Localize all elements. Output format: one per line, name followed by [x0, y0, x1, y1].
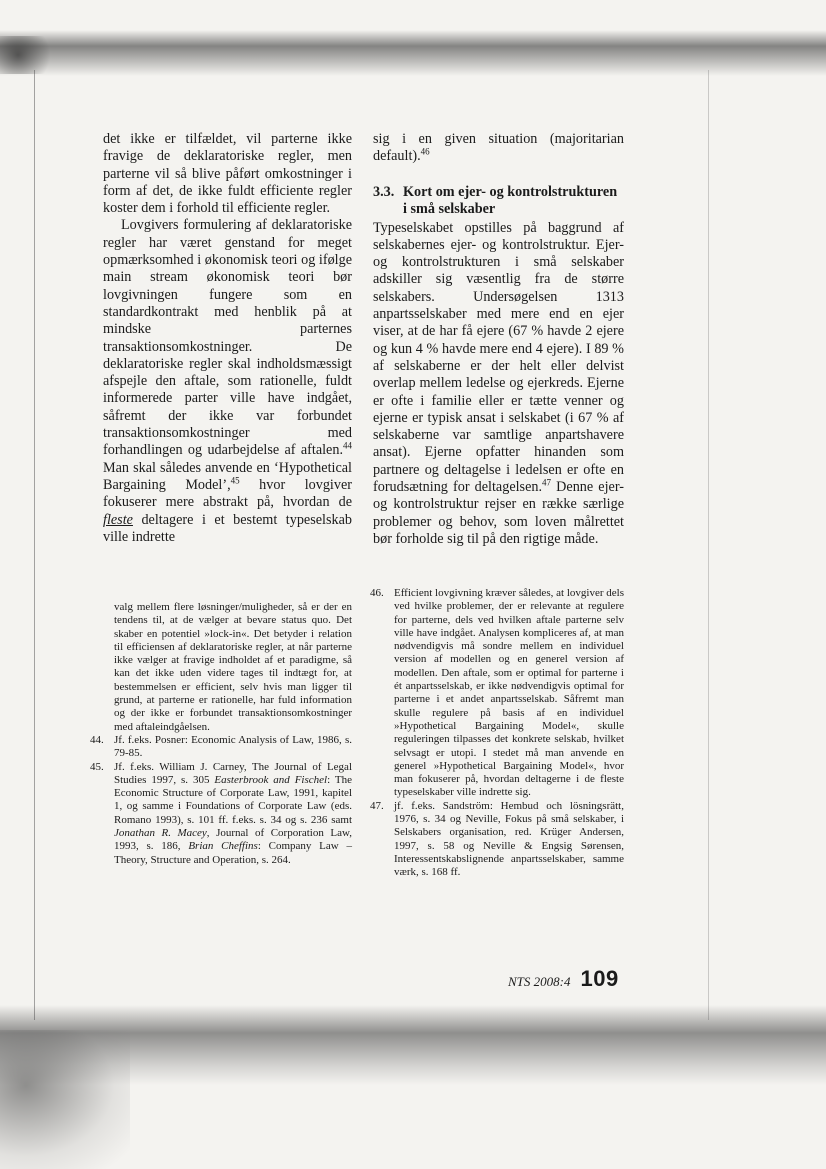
paragraph-text: Lovgivers formulering af deklaratoriske regler har været genstand for meget opmærksomhed i økonomisk teori og ifølge main stream økonomisk teori bør lovgivningen fungere som en standardkontrakt med henblik på at mindske parternes transaktionsomkostninger. De deklaratoriske regler skal indholdsmæssigt afspejle den aftale, som rationelle, fuldt informerede parter ville have indgået, såfremt der ikke var forbundet transaktionsomkostninger med forhandlingen og udarbejdelse af aftalen.	[103, 217, 352, 459]
footnote-number: 47.	[370, 799, 384, 812]
left-paragraph-2	[103, 217, 352, 546]
footnote-44	[90, 734, 352, 761]
footnotes-right	[370, 587, 624, 880]
journal-issue: NTS 2008:4	[508, 974, 571, 989]
paragraph-text: sig i en given situation (majoritarian default).	[373, 131, 624, 165]
footnotes-left	[90, 601, 352, 867]
paragraph-text: Man skal således anvende en ‘Hypothetical Bargaining Model’,	[103, 459, 352, 493]
author-name: Brian Cheffins	[188, 840, 258, 853]
footnote-45	[90, 761, 352, 867]
footnote-number: 44.	[90, 733, 104, 746]
footnote-number: 45.	[90, 760, 104, 773]
footnote-continuation: valg mellem flere løsninger/muligheder, så er der en tendens til, at de vælger at bevare status quo. Det skaber en potentiel »lock-in«. Det betyder i relation til efficiensen af deklaratoriske regler, at når parterne ikke vælger at fravige indholdet af et paradigme, så kan det ikke uden videre tages til indtægt for, at bestemmelsen er efficient, selv hvis man ligger til grund, at parterne er rationelle, har fuld information og der ikke er forbundet transaktionsomkostninger med aftaleindgåelsen.	[114, 601, 352, 733]
left-text-column	[103, 131, 352, 546]
page-footer	[508, 966, 668, 992]
right-paragraph-2	[373, 220, 624, 549]
footnote-text-part: Jf. f.eks. William J. Carney, The Journal of Legal Studies 1997, s. 305	[114, 760, 352, 786]
footnote-text-part: : The Economic Structure of Corporate Law, 1991, kapitel 1, og samme i Foundations of Corporate Law (eds. Romano 1993), s. 101 ff. f.eks. s. 34 og s. 236 samt	[114, 773, 352, 826]
scan-shadow-corner-bottom	[0, 1030, 130, 1169]
paragraph-text: Denne ejer- og kontrolstruktur rejser en række særlige problemer og behov, som loven målrettet bør forholde sig til på den rigtige måde.	[373, 479, 624, 547]
footnote-text: Jf. f.eks. Posner: Economic Analysis of Law, 1986, s. 79-85.	[114, 733, 352, 760]
author-name: Easterbrook and Fischel	[214, 773, 328, 786]
footnote-text-part: , Journal of Corporation Law, 1993, s. 186,	[114, 827, 352, 853]
page-edge-right	[708, 70, 709, 1020]
scan-shadow-top	[0, 30, 826, 76]
footnote-46	[370, 587, 624, 800]
footnote-text: Efficient lovgivning kræver således, at lovgiver dels ved hvilke problemer, der er relevante at regulere for parterne, dels ved hvilken aftale parterne selv ville have indgået. Analysen kompliceres af, at man nødvendigvis må sondre mellem en individuel version af modellen og en generel version af modellen. Den aftale, som er optimal for parterne i ét anpartsselskab, er ikke nødvendigvis optimal for parterne i et andet anpartsselskab. Såfremt man skulle regulere på basis af en individuel »Hypothetical Bargaining Model«, skulle reguleringen tilpasses det konkrete selskab, hvilket selvsagt er utopi. I stedet må man anvende en generel »Hypothetical Bargaining Model«, hvor man fokuserer på, hvordan deltagerne i de fleste typeselskaber ville indrette sig.	[394, 587, 624, 799]
section-title: Kort om ejer- og kontrolstrukturen i små selskaber	[403, 183, 618, 217]
section-number: 3.3.	[373, 183, 395, 200]
page-number: 109	[580, 966, 619, 991]
scan-shadow-corner-top	[0, 36, 60, 74]
paragraph-text: Typeselskabet opstilles på baggrund af selskabernes ejer- og kontrolstruktur. Ejer- og kontrolstrukturen i små selskaber adskiller sig væsentlig fra de større selskabers. Undersøgelsen 1313 anpartsselskaber med mere end en ejer viser, at de har få ejere (67 % havde 2 ejere og kun 4 % havde mere end 4 ejere). I 89 % af selskaberne er der helt eller delvist overlap mellem ledelse og ejerkreds. Ejerne er ofte i familie eller er tætte venner og ejerne er typisk ansat i selskabet (i 67 % af selskaberne var samtlige anpartshavere ansat). Ejerne opfatter hinanden som partnere og deltagelse i ledelsen er ofte en forudsætning for deltagelsen.	[373, 219, 624, 496]
page-edge-left	[34, 70, 35, 1020]
footnote-ref-46: 46	[420, 146, 430, 157]
right-paragraph-1	[373, 131, 624, 166]
footnote-text-part: : Company Law – Theory, Structure and Operation, s. 264.	[114, 840, 352, 866]
footnote-text	[114, 761, 352, 867]
emphasis: fleste	[103, 511, 133, 528]
footnote-47	[370, 800, 624, 880]
author-name: Jonathan R. Macey	[114, 827, 207, 840]
footnote-ref-47: 47	[542, 477, 552, 488]
right-text-column	[373, 131, 624, 548]
footnote-ref-45: 45	[230, 475, 240, 486]
paragraph-text: deltagere i et bestemt typeselskab ville indrette	[103, 511, 352, 545]
footnote-text: jf. f.eks. Sandström: Hembud och lösningsrätt, 1976, s. 34 og Neville, Fokus på små selskaber, i Selskabers organisation, red. Krüger Andersen, 1997, s. 58 og Neville & Engsig Sørensen, Interessentskabslignende anpartsselskaber, samme værk, s. 168 ff.	[394, 799, 624, 879]
paragraph-text: hvor lovgiver fokuserer mere abstrakt på, hvordan de	[103, 476, 352, 511]
footnote-number: 46.	[370, 587, 384, 599]
footnote-ref-44: 44	[343, 440, 352, 451]
section-heading	[373, 184, 624, 218]
left-paragraph-1: det ikke er tilfældet, vil parterne ikke fravige de deklaratoriske regler, men parterne vil så blive påført omkostninger i form af det, de ikke fuldt efficiente regler koster dem i forhold til efficiente regler.	[103, 131, 352, 217]
